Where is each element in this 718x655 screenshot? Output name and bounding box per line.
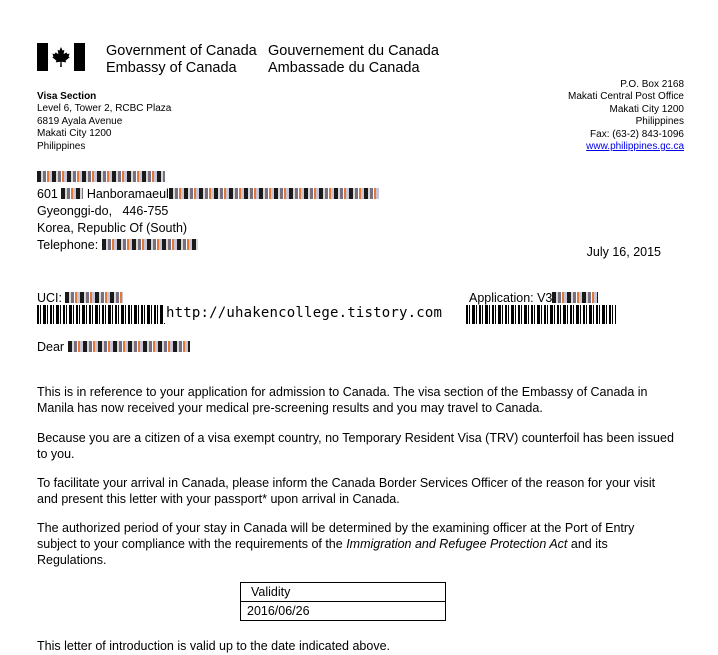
sender-line1: Level 6, Tower 2, RCBC Plaza bbox=[37, 103, 172, 115]
watermark-url: http://uhakencollege.tistory.com bbox=[163, 303, 445, 323]
redacted-telephone bbox=[102, 239, 198, 250]
salutation bbox=[37, 340, 190, 355]
redacted-block bbox=[169, 188, 379, 199]
office-line1: P.O. Box 2168 bbox=[620, 79, 684, 90]
closing-statement: This letter of introduction is valid up to the date indicated above. bbox=[37, 639, 390, 653]
office-fax: Fax: (63-2) 843-1096 bbox=[590, 128, 684, 140]
letter-date: July 16, 2015 bbox=[586, 245, 661, 259]
sender-line2: 6819 Ayala Avenue bbox=[37, 115, 123, 127]
paragraph-2: Because you are a citizen of a visa exempt country, no Temporary Resident Visa (TRV) counterfoil has been issued to you. bbox=[37, 431, 674, 461]
telephone-label: Telephone: bbox=[37, 238, 99, 252]
sender-address bbox=[37, 91, 171, 153]
recipient-unit: 601 bbox=[37, 187, 58, 201]
gov-en-line2: Embassy of Canada bbox=[106, 60, 237, 76]
redacted-salutation-name bbox=[68, 341, 190, 352]
sender-line4: Philippines bbox=[37, 140, 86, 152]
validity-table bbox=[240, 582, 446, 621]
paragraph-4 bbox=[37, 520, 677, 568]
canada-flag-icon bbox=[37, 43, 85, 71]
redacted-block bbox=[61, 188, 83, 199]
paragraph-1: This is in reference to your application for admission to Canada. The visa section of the Embassy of Canada in Manila has now received your medical pre-screening results and you may travel to Canada. bbox=[37, 385, 648, 415]
salutation-text: Dear bbox=[37, 340, 65, 354]
uci-reference bbox=[37, 291, 123, 306]
visa-section-title: Visa Section bbox=[37, 91, 97, 102]
uci-barcode bbox=[37, 305, 165, 324]
redacted-name bbox=[37, 171, 165, 182]
government-name-french bbox=[268, 43, 439, 77]
recipient-street: Hanboramaeul bbox=[86, 187, 169, 201]
paragraph-4-part2: and its Regulations. bbox=[37, 537, 608, 567]
recipient-province: Gyeonggi-do, bbox=[37, 204, 113, 218]
website-link[interactable]: www.philippines.gc.ca bbox=[586, 141, 684, 153]
recipient-country: Korea, Republic Of (South) bbox=[37, 221, 188, 235]
paragraph-4-act-title: Immigration and Refugee Protection Act bbox=[346, 537, 568, 551]
government-name-english bbox=[106, 43, 257, 77]
gov-fr-line1: Gouvernement du Canada bbox=[268, 43, 439, 59]
redacted-uci bbox=[65, 292, 123, 303]
office-line4: Philippines bbox=[635, 116, 684, 128]
gov-fr-line2: Ambassade du Canada bbox=[268, 60, 420, 76]
redacted-application bbox=[552, 292, 598, 303]
application-reference bbox=[469, 291, 598, 306]
paragraph-3: To facilitate your arrival in Canada, please inform the Canada Border Services Officer of the reason for your visit and present this letter with your passport* upon arrival in Canada. bbox=[37, 476, 656, 506]
office-line3: Makati City 1200 bbox=[609, 103, 684, 115]
application-label: Application: V3 bbox=[469, 291, 553, 305]
validity-date: 2016/06/26 bbox=[247, 604, 310, 618]
recipient-address bbox=[37, 169, 379, 254]
gov-en-line1: Government of Canada bbox=[106, 43, 257, 59]
office-address bbox=[568, 79, 684, 153]
sender-line3: Makati City 1200 bbox=[37, 128, 112, 140]
office-line2: Makati Central Post Office bbox=[568, 91, 684, 103]
application-barcode bbox=[466, 305, 616, 324]
paragraph-4-part1: The authorized period of your stay in Canada will be determined by the examining officer at the Port of Entry subject to your compliance with the requirements of the bbox=[37, 521, 635, 551]
recipient-postal-code: 446-755 bbox=[122, 204, 169, 218]
validity-header: Validity bbox=[241, 583, 445, 602]
uci-label: UCI: bbox=[37, 291, 62, 305]
